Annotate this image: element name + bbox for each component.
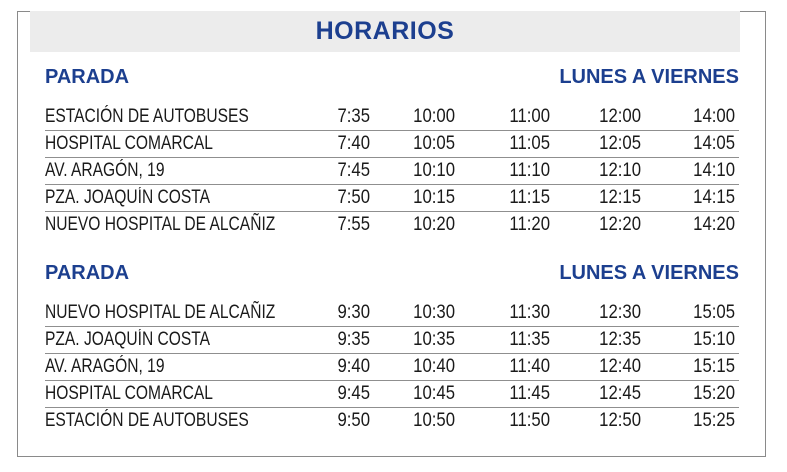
time-cell: 11:50 (509, 410, 550, 431)
section-header (45, 262, 739, 292)
table-row (45, 104, 739, 131)
table-row (45, 300, 739, 327)
time-cell: 12:00 (599, 106, 641, 127)
stop-name: AV. ARAGÓN, 19 (45, 160, 165, 181)
time-cell: 11:15 (509, 187, 550, 208)
time-cell: 10:40 (413, 356, 455, 377)
time-cell: 12:50 (599, 410, 641, 431)
time-cell: 11:30 (509, 302, 550, 323)
time-cell: 7:55 (337, 214, 370, 235)
table-row (45, 131, 739, 158)
stop-column-header: PARADA (45, 66, 130, 88)
schedule-table (45, 104, 739, 239)
stop-column-header: PARADA (45, 262, 130, 284)
stop-name: AV. ARAGÓN, 19 (45, 356, 165, 377)
table-row (45, 327, 739, 354)
table-row (45, 381, 739, 408)
time-cell: 11:10 (509, 160, 550, 181)
time-cell: 9:30 (337, 302, 370, 323)
time-cell: 7:45 (337, 160, 370, 181)
time-cell: 9:35 (337, 329, 370, 350)
stop-name: HOSPITAL COMARCAL (45, 383, 213, 404)
time-cell: 11:05 (509, 133, 550, 154)
time-cell: 10:00 (413, 106, 455, 127)
section-header (45, 66, 739, 96)
time-cell: 7:50 (337, 187, 370, 208)
stop-name: ESTACIÓN DE AUTOBUSES (45, 106, 249, 127)
time-cell: 9:50 (337, 410, 370, 431)
time-cell: 15:25 (693, 410, 735, 431)
time-cell: 15:10 (693, 329, 735, 350)
time-cell: 10:30 (413, 302, 455, 323)
time-cell: 14:15 (693, 187, 735, 208)
time-cell: 14:00 (693, 106, 735, 127)
stop-name: ESTACIÓN DE AUTOBUSES (45, 410, 249, 431)
time-cell: 12:05 (599, 133, 641, 154)
time-cell: 10:50 (413, 410, 455, 431)
time-cell: 10:05 (413, 133, 455, 154)
table-row (45, 185, 739, 212)
time-cell: 9:45 (337, 383, 370, 404)
time-cell: 12:15 (599, 187, 641, 208)
stop-name: PZA. JOAQUÍN COSTA (45, 329, 211, 350)
stop-name: NUEVO HOSPITAL DE ALCAÑIZ (45, 214, 276, 235)
time-cell: 14:10 (693, 160, 735, 181)
time-cell: 14:05 (693, 133, 735, 154)
time-cell: 10:15 (413, 187, 455, 208)
page-title: HORARIOS (315, 17, 455, 45)
days-header: LUNES A VIERNES (559, 66, 739, 88)
time-cell: 12:30 (599, 302, 641, 323)
stop-name: NUEVO HOSPITAL DE ALCAÑIZ (45, 302, 276, 323)
table-row (45, 408, 739, 435)
time-cell: 11:45 (509, 383, 550, 404)
time-cell: 10:35 (413, 329, 455, 350)
time-cell: 15:15 (693, 356, 735, 377)
time-cell: 10:45 (413, 383, 455, 404)
time-cell: 11:00 (509, 106, 550, 127)
time-cell: 12:10 (599, 160, 641, 181)
time-cell: 12:35 (599, 329, 641, 350)
time-cell: 15:20 (693, 383, 735, 404)
title-bar (30, 11, 740, 52)
time-cell: 10:10 (413, 160, 455, 181)
time-cell: 12:40 (599, 356, 641, 377)
time-cell: 10:20 (413, 214, 455, 235)
table-row (45, 212, 739, 239)
days-header: LUNES A VIERNES (559, 262, 739, 284)
time-cell: 15:05 (693, 302, 735, 323)
table-row (45, 158, 739, 185)
time-cell: 7:35 (337, 106, 370, 127)
schedule-table (45, 300, 739, 435)
stop-name: PZA. JOAQUÍN COSTA (45, 187, 211, 208)
time-cell: 11:35 (509, 329, 550, 350)
time-cell: 12:45 (599, 383, 641, 404)
time-cell: 11:40 (509, 356, 550, 377)
time-cell: 9:40 (337, 356, 370, 377)
stop-name: HOSPITAL COMARCAL (45, 133, 213, 154)
time-cell: 11:20 (509, 214, 550, 235)
time-cell: 12:20 (599, 214, 641, 235)
time-cell: 14:20 (693, 214, 735, 235)
table-row (45, 354, 739, 381)
time-cell: 7:40 (337, 133, 370, 154)
